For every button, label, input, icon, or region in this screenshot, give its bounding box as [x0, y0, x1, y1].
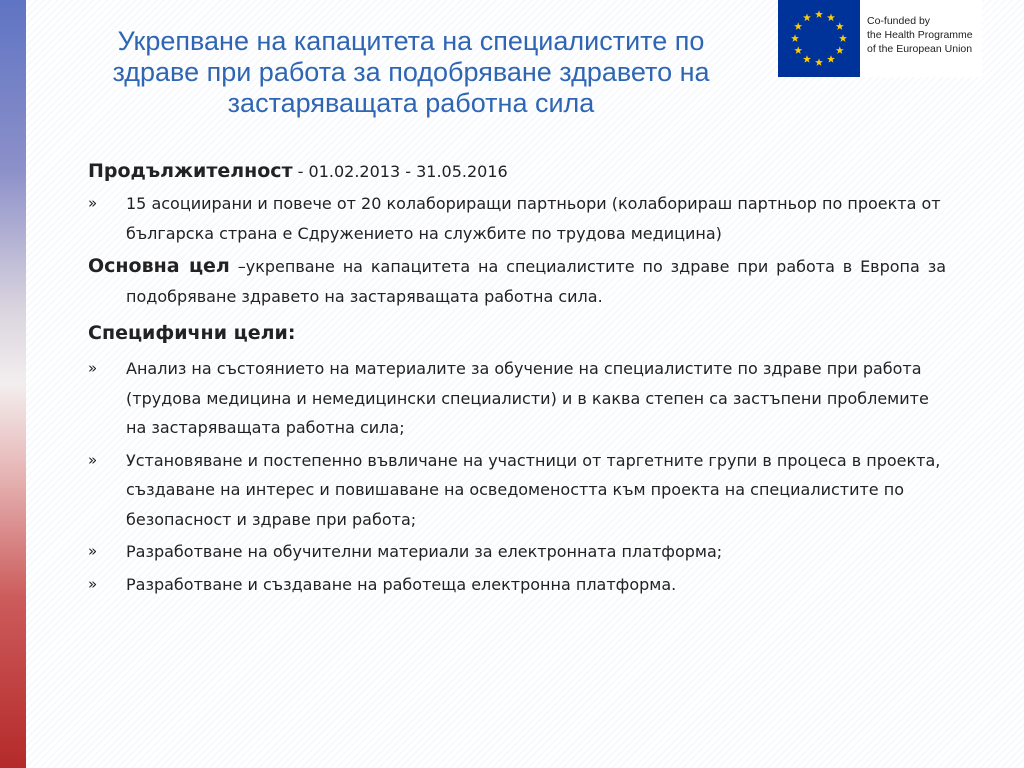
bullet-mark: » [88, 450, 98, 469]
specific-goal-item [88, 446, 946, 535]
duration-value: - 01.02.2013 - 31.05.2016 [292, 162, 508, 181]
bullet-mark: » [88, 542, 98, 560]
eu-flag-icon [778, 0, 860, 77]
bullet-mark: » [88, 359, 98, 377]
eu-text-line-1: Co-funded by [867, 15, 931, 27]
eu-text-line-2: the Health Programme [867, 29, 973, 41]
specific-goals-heading: Специфични цели: [88, 322, 296, 344]
main-goal [88, 251, 946, 312]
specific-goal-text: Разработване и създаване на работеща електронна платформа. [126, 574, 677, 594]
specific-goal-item [88, 570, 946, 600]
main-goal-label: Основна цел [88, 255, 230, 277]
title-line-3: застаряващата работна сила [227, 88, 595, 118]
specific-goal-text: Разработване на обучителни материали за електронната платформа; [126, 542, 723, 561]
duration-label: Продължителност [88, 160, 293, 182]
title-line-2: здраве при работа за подобряване здравето на [112, 57, 710, 87]
bullet-mark: » [88, 194, 98, 212]
partners-bullet [88, 189, 946, 248]
main-goal-text: –укрепване на капацитета на специалистите по здраве при работа в Европа за подобряване здравето на застаряващата работна сила. [126, 257, 947, 306]
eu-cofunding-text [867, 14, 973, 56]
specific-goal-item [88, 537, 946, 567]
specific-goal-item [88, 354, 946, 443]
slide-title [26, 26, 796, 119]
duration-line [88, 154, 946, 189]
bullet-mark: » [88, 574, 98, 593]
title-line-1: Укрепване на капацитета на специалистите по [117, 26, 705, 56]
specific-goal-text: Установяване и постепенно въвличане на участници от таргетните групи в процеса в проекта, създаване на интерес и повишаване на осведомеността към проекта на специалистите по безопасност и здраве при работа; [126, 450, 941, 529]
eu-cofunding-logo [778, 0, 982, 77]
specific-goal-text: Анализ на състоянието на материалите за обучение на специалистите по здраве при работа (трудова медицина и немедицински специалисти) и в каква степен са застъпени проблемите на застаряващата работна сила; [126, 359, 929, 437]
partners-text: 15 асоциирани и повече от 20 колабориращи партньори (колаборираш партньор по проекта от българска страна е Сдружението на службите по трудова медицина) [126, 194, 941, 243]
decorative-side-stripe [0, 0, 26, 768]
eu-text-line-3: of the European Union [867, 43, 973, 55]
slide-body [88, 154, 946, 602]
